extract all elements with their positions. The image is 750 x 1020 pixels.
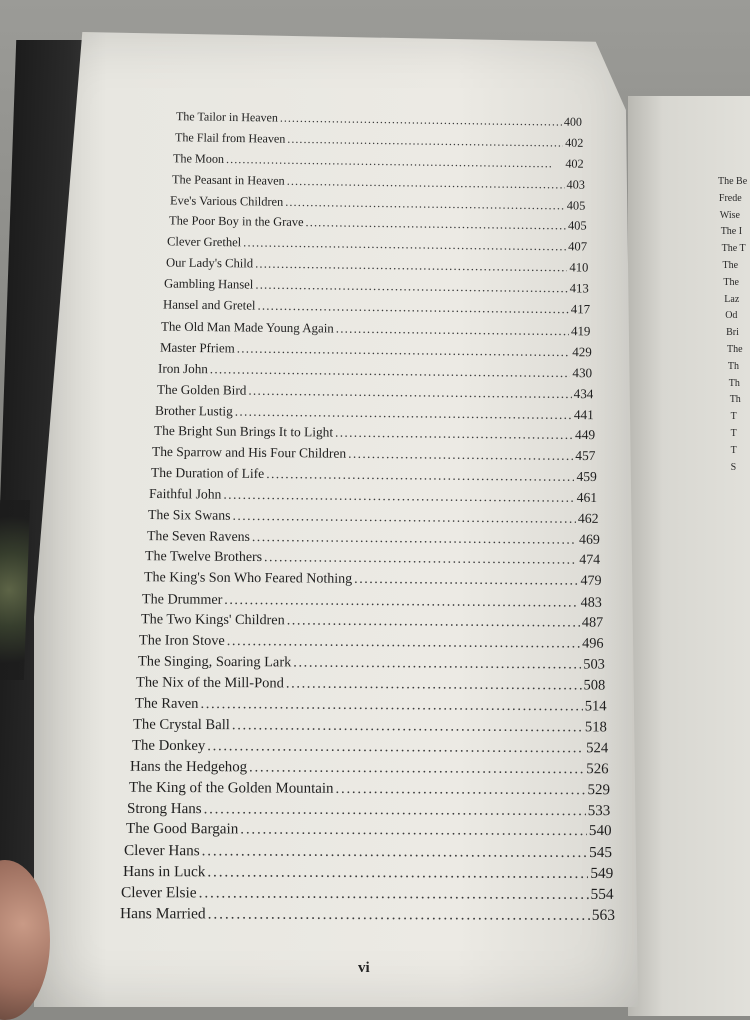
toc-entry-title: Strong Hans bbox=[127, 800, 203, 817]
toc-dot-leader bbox=[335, 780, 585, 798]
toc-entry-page: 549 bbox=[590, 865, 614, 883]
facing-page-line: The Be bbox=[718, 176, 748, 187]
toc-entry-page: 533 bbox=[588, 802, 611, 819]
toc-dot-leader bbox=[264, 550, 577, 569]
toc-entry-page: 545 bbox=[589, 844, 613, 862]
toc-entry-title: Gambling Hansel bbox=[164, 276, 254, 292]
toc-entry-page: 474 bbox=[579, 552, 601, 568]
facing-page-line: T bbox=[730, 411, 737, 423]
facing-page-line: Th bbox=[729, 394, 741, 406]
toc-entry-title: The Old Man Made Young Again bbox=[161, 318, 335, 336]
toc-entry-page: 430 bbox=[572, 364, 593, 381]
toc-dot-leader bbox=[251, 529, 576, 548]
toc-entry-page: 400 bbox=[563, 114, 583, 129]
toc-entry-title: Clever Elsie bbox=[121, 884, 198, 902]
toc-entry bbox=[130, 758, 609, 778]
toc-entry-title: Iron John bbox=[158, 360, 209, 376]
toc-entry-title: The Nix of the Mill-Pond bbox=[136, 674, 285, 692]
toc-entry-title: The Flail from Heaven bbox=[174, 130, 285, 146]
toc-entry bbox=[135, 696, 607, 716]
toc-entry-title: The Bright Sun Brings It to Light bbox=[153, 423, 334, 440]
toc-dot-leader bbox=[202, 843, 588, 863]
toc-dot-leader bbox=[293, 655, 581, 674]
facing-page-line: Od bbox=[725, 310, 738, 322]
toc-entry bbox=[123, 863, 613, 883]
facing-page-line: Bri bbox=[726, 327, 739, 339]
toc-entry-page: 514 bbox=[584, 698, 607, 715]
toc-entry-title: The King's Son Who Feared Nothing bbox=[143, 569, 352, 587]
toc-entry bbox=[144, 570, 602, 590]
toc-entry-page: 434 bbox=[573, 385, 594, 401]
toc-entry bbox=[129, 779, 610, 798]
toc-dot-leader bbox=[266, 466, 574, 485]
toc-entry-page: 503 bbox=[582, 656, 605, 673]
toc-dot-leader bbox=[227, 633, 580, 652]
toc-entry-page: 524 bbox=[585, 740, 609, 757]
toc-entry-page: 419 bbox=[571, 323, 591, 339]
toc-dot-leader bbox=[207, 864, 588, 884]
toc-entry-title: The Tailor in Heaven bbox=[175, 109, 279, 125]
toc-entry-page: 554 bbox=[590, 885, 615, 904]
toc-entry-title: The Seven Ravens bbox=[146, 527, 250, 544]
facing-page-line: T bbox=[730, 444, 737, 456]
toc-entry-title: The Donkey bbox=[131, 737, 206, 754]
facing-page-line: The bbox=[727, 344, 743, 355]
toc-entry-title: The Iron Stove bbox=[139, 632, 225, 650]
facing-page-line: The T bbox=[721, 243, 746, 255]
toc-dot-leader bbox=[232, 508, 576, 527]
facing-page-line: S bbox=[730, 461, 737, 473]
toc-entry-title: The Moon bbox=[172, 151, 225, 166]
toc-dot-leader bbox=[204, 801, 586, 820]
toc-entry-page: 540 bbox=[588, 823, 612, 840]
toc-dot-leader bbox=[236, 340, 570, 360]
toc-entry-title: The Good Bargain bbox=[125, 821, 239, 838]
facing-page-line: Frede bbox=[718, 192, 742, 204]
toc-entry-title: Clever Grethel bbox=[167, 234, 242, 250]
toc-entry-page: 459 bbox=[576, 469, 597, 485]
toc-dot-leader bbox=[207, 738, 584, 757]
toc-entry bbox=[127, 800, 610, 819]
toc-entry-page: 413 bbox=[569, 281, 590, 296]
toc-entry-page: 483 bbox=[580, 594, 603, 611]
toc-entry-title: Hans in Luck bbox=[122, 863, 206, 881]
toc-dot-leader bbox=[232, 717, 583, 736]
toc-entry-page: 402 bbox=[564, 135, 583, 150]
toc-entry bbox=[120, 905, 615, 925]
toc-entry bbox=[126, 821, 612, 840]
toc-entry-page: 407 bbox=[568, 239, 588, 254]
toc-dot-leader bbox=[224, 591, 578, 611]
page-number: vi bbox=[358, 960, 370, 976]
toc-dot-leader bbox=[200, 696, 582, 715]
toc-entry-title: The Crystal Ball bbox=[133, 716, 231, 734]
toc-dot-leader bbox=[224, 487, 575, 506]
facing-page-line: The I bbox=[720, 226, 743, 238]
facing-page-line: Laz bbox=[724, 293, 740, 305]
toc-dot-leader bbox=[286, 613, 579, 632]
toc-dot-leader bbox=[285, 194, 565, 213]
toc-entry-page: 405 bbox=[566, 198, 586, 213]
facing-page-line: Wise bbox=[719, 209, 740, 221]
toc-entry-page: 449 bbox=[574, 427, 596, 443]
toc-dot-leader bbox=[286, 173, 564, 192]
toc-dot-leader bbox=[348, 446, 573, 464]
toc-entry-title: The King of the Golden Mountain bbox=[128, 779, 334, 797]
toc-entry-title: The Duration of Life bbox=[150, 465, 265, 482]
toc-entry-page: 508 bbox=[583, 677, 606, 694]
toc-entry-title: The Six Swans bbox=[147, 507, 231, 523]
toc-entry-page: 402 bbox=[565, 156, 584, 171]
toc-entry-page: 496 bbox=[582, 635, 604, 653]
toc-entry-page: 429 bbox=[571, 343, 592, 360]
toc-dot-leader bbox=[249, 759, 584, 778]
toc-entry-title: The Raven bbox=[134, 695, 199, 712]
toc-entry-title: Our Lady's Child bbox=[165, 255, 253, 271]
toc-dot-leader bbox=[336, 320, 569, 339]
toc-entry-title: The Golden Bird bbox=[156, 381, 247, 398]
toc-entry-title: Hans Married bbox=[119, 905, 206, 923]
toc-entry-page: 457 bbox=[575, 448, 596, 464]
toc-entry bbox=[142, 591, 602, 612]
facing-page-line: Th bbox=[727, 360, 739, 372]
toc-dot-leader bbox=[248, 382, 571, 401]
facing-page-line: T bbox=[730, 428, 737, 439]
toc-dot-leader bbox=[335, 425, 573, 443]
toc-entry-page: 563 bbox=[591, 906, 616, 924]
toc-entry-title: The Poor Boy in the Grave bbox=[168, 213, 304, 230]
toc-dot-leader bbox=[240, 822, 587, 841]
toc-entry-page: 410 bbox=[569, 260, 589, 275]
toc-entry-page: 526 bbox=[586, 760, 609, 778]
toc-entry-title: Master Pfriem bbox=[159, 339, 235, 356]
toc-entry-page: 487 bbox=[581, 615, 603, 632]
toc-entry-title: Faithful John bbox=[149, 486, 222, 502]
facing-page-line: Th bbox=[728, 377, 740, 389]
toc-entry bbox=[124, 842, 612, 862]
toc-dot-leader bbox=[354, 572, 578, 590]
facing-page-line: The bbox=[723, 276, 739, 288]
toc-entry bbox=[132, 737, 608, 757]
toc-entry-title: Eve's Various Children bbox=[170, 192, 284, 209]
toc-dot-leader bbox=[235, 403, 572, 422]
toc-entry-page: 479 bbox=[580, 573, 602, 589]
toc-entry-title: The Singing, Soaring Lark bbox=[137, 653, 292, 671]
toc-entry bbox=[121, 884, 614, 904]
toc-entry-page: 461 bbox=[577, 489, 598, 506]
toc-entry-title: The Two Kings' Children bbox=[140, 611, 285, 629]
toc-dot-leader bbox=[199, 884, 589, 903]
toc-entry-page: 405 bbox=[567, 218, 587, 234]
toc-entry bbox=[133, 717, 607, 737]
toc-entry-title: The Drummer bbox=[142, 590, 223, 608]
toc-entry-title: Clever Hans bbox=[124, 842, 201, 860]
toc-entry-page: 529 bbox=[587, 781, 610, 798]
toc-entry bbox=[138, 654, 605, 674]
facing-page-line: The bbox=[722, 260, 739, 271]
toc-entry-page: 469 bbox=[578, 531, 600, 547]
toc-entry bbox=[145, 549, 600, 569]
toc-entry-page: 403 bbox=[566, 177, 585, 192]
toc-entry-title: Brother Lustig bbox=[155, 402, 234, 419]
toc-dot-leader bbox=[210, 361, 571, 381]
toc-entry-title: Hansel and Gretel bbox=[162, 297, 256, 313]
toc-entry-title: The Peasant in Heaven bbox=[171, 171, 285, 188]
toc-entry-title: Hans the Hedgehog bbox=[130, 758, 248, 776]
toc-entry-page: 462 bbox=[577, 510, 599, 526]
toc-entry bbox=[136, 675, 605, 695]
toc-entry-title: The Sparrow and His Four Children bbox=[152, 444, 347, 462]
toc-entry-page: 417 bbox=[570, 302, 590, 317]
toc-entry-title: The Twelve Brothers bbox=[144, 548, 263, 565]
toc-entry-page: 441 bbox=[574, 406, 595, 422]
toc-entry-page: 518 bbox=[585, 719, 608, 736]
toc-dot-leader bbox=[208, 905, 590, 924]
toc-dot-leader bbox=[286, 676, 582, 695]
